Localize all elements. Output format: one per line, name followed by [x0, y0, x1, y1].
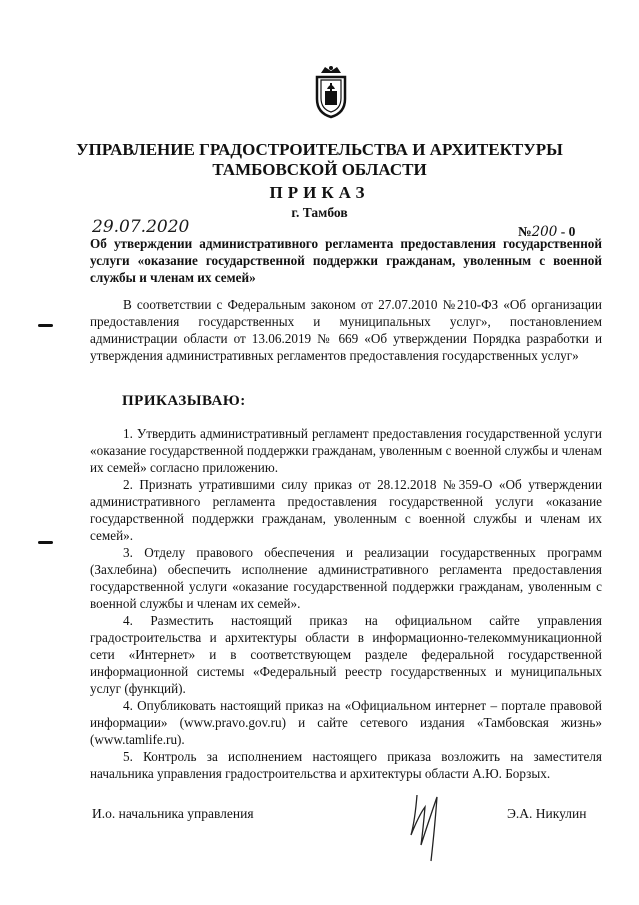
coat-of-arms-icon — [313, 63, 349, 119]
order-items-list — [90, 425, 602, 782]
organization-name-line1: УПРАВЛЕНИЕ ГРАДОСТРОИТЕЛЬСТВА И АРХИТЕКТУРЫ — [76, 140, 563, 159]
order-item: 1. Утвердить административный регламент предоставления государственной услуги «оказание государственной поддержки гражданам, уволенным с военной службы и членам их семей» согласно приложению. — [90, 426, 602, 475]
signatory-position: И.о. начальника управления — [92, 806, 254, 821]
preamble-text: В соответствии с Федеральным законом от 27.07.2010 №210-ФЗ «Об организации предоставления государственных и муниципальных услуг», постановлением администрации области от 13.06.2019 № 669 «Об утверждении Порядка разработки и утверждения административных регламентов предоставления государственных услуг» — [90, 297, 602, 363]
preamble-block — [90, 296, 602, 364]
margin-mark — [38, 541, 53, 544]
handwritten-signature-icon — [395, 775, 455, 865]
number-handwritten: 200 — [531, 224, 558, 240]
order-heading: ПРИКАЗЫВАЮ: — [122, 393, 246, 409]
order-item: 4. Разместить настоящий приказ на официальном сайте управления градостроительства и архитектуры области в информационно-телекоммуникационной сети «Интернет» и в соответствующем разделе федеральной государственной информационной системы «Федеральный реестр государственных и муниципальных услуг (функций). — [90, 613, 602, 696]
document-city: г. Тамбов — [291, 205, 348, 220]
order-item: 5. Контроль за исполнением настоящего приказа возложить на заместителя начальника управления градостроительства и архитектуры области А.Ю. Борзых. — [90, 749, 602, 781]
number-prefix: № — [518, 224, 532, 239]
order-item: 3. Отделу правового обеспечения и реализации государственных программ (Захлебина) обеспечить исполнение административного регламента предоставления государственной услуги «оказание государственной поддержки гражданам, уволенным с военной службы и членам их семей». — [90, 545, 602, 611]
document-subject: Об утверждении административного регламента предоставления государственной услуги «оказание государственной поддержки гражданам, уволенным с военной службы и членам их семей» — [90, 236, 602, 285]
order-item: 4. Опубликовать настоящий приказ на «Официальном интернет – портале правовой информации» (www.pravo.gov.ru) и сайте сетевого издания «Тамбовская жизнь» (www.tamlife.ru). — [90, 698, 602, 747]
document-type: ПРИКАЗ — [269, 183, 370, 202]
order-item: 2. Признать утратившими силу приказ от 28.12.2018 №359-О «Об утверждении административного регламента предоставления государственной услуги «оказание государственной поддержки гражданам, уволенным с военной службы и членам их семей». — [90, 477, 602, 543]
signatory-name: Э.А. Никулин — [507, 806, 587, 821]
margin-mark — [38, 324, 53, 327]
document-date: 29.07.2020 — [92, 217, 190, 237]
number-suffix: - 0 — [557, 224, 576, 239]
organization-name-line2: ТАМБОВСКОЙ ОБЛАСТИ — [212, 160, 427, 179]
